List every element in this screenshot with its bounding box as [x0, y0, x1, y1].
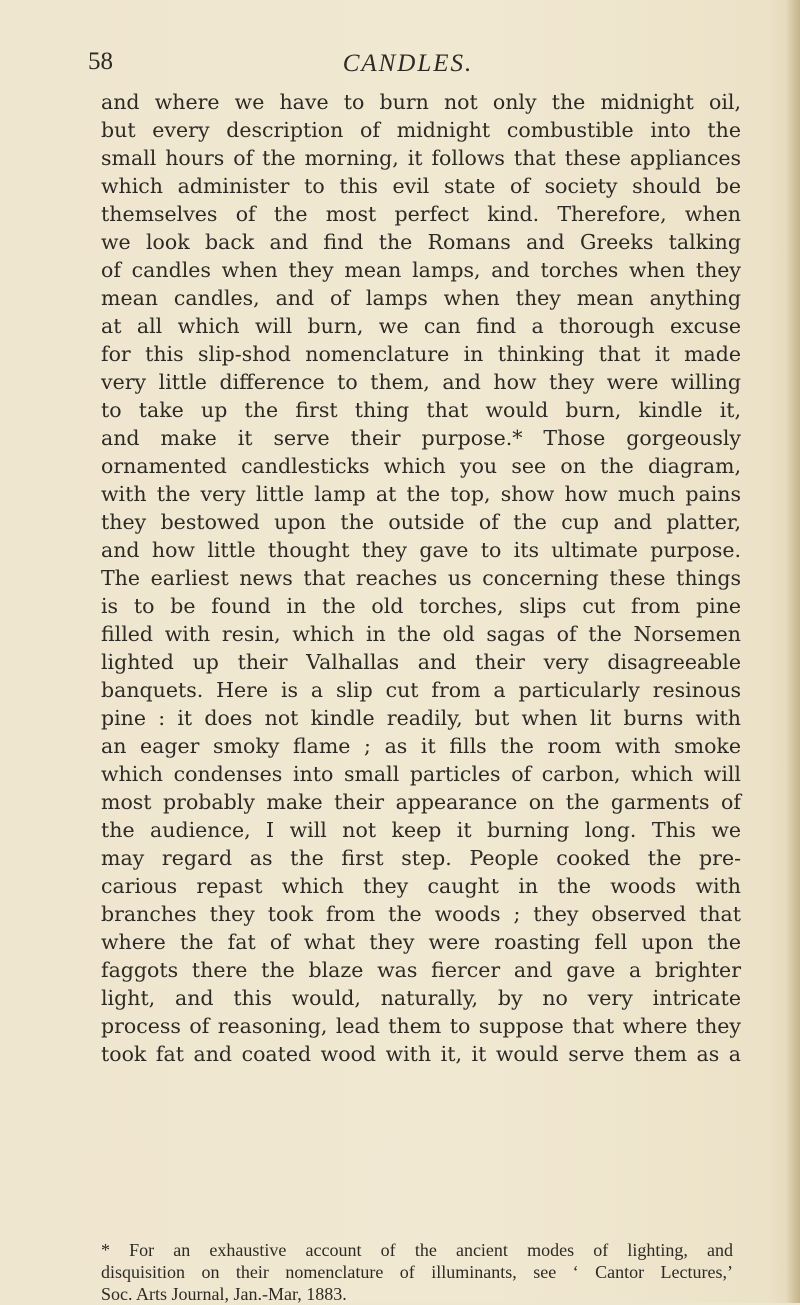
- body-line: with the very little lamp at the top, show how much pains: [101, 482, 741, 506]
- footnote-line: * For an exhaustive account of the ancient modes of lighting, and: [101, 1240, 733, 1260]
- body-line: most probably make their appearance on the garments of: [101, 790, 741, 814]
- body-line: to take up the first thing that would burn, kindle it,: [101, 398, 741, 422]
- body-line: the audience, I will not keep it burning long. This we: [101, 818, 741, 842]
- body-line: branches they took from the woods ; they observed that: [101, 902, 741, 926]
- body-line: and how little thought they gave to its ultimate purpose.: [101, 538, 741, 562]
- footnote-line: Soc. Arts Journal, Jan.-Mar, 1883.: [101, 1284, 347, 1304]
- body-line: at all which will burn, we can find a thorough excuse: [101, 314, 741, 338]
- body-line: may regard as the first step. People cooked the pre-: [101, 846, 741, 870]
- body-line: and make it serve their purpose.* Those gorgeously: [101, 426, 741, 450]
- body-line: they bestowed upon the outside of the cup and platter,: [101, 510, 741, 534]
- body-line: where the fat of what they were roasting fell upon the: [101, 930, 741, 954]
- body-line: filled with resin, which in the old sagas of the Norsemen: [101, 622, 741, 646]
- body-line: and where we have to burn not only the midnight oil,: [101, 90, 741, 114]
- running-head: CANDLES.: [342, 50, 474, 77]
- body-line: light, and this would, naturally, by no very intricate: [101, 986, 741, 1010]
- page-header: [88, 38, 728, 84]
- body-line: which condenses into small particles of carbon, which will: [101, 762, 741, 786]
- body-line: faggots there the blaze was fiercer and gave a brighter: [101, 958, 741, 982]
- page-edge-shadow: [786, 0, 800, 1303]
- body-line: process of reasoning, lead them to suppose that where they: [101, 1014, 741, 1038]
- body-line: The earliest news that reaches us concerning these things: [101, 566, 741, 590]
- body-line: themselves of the most perfect kind. Therefore, when: [101, 202, 741, 226]
- page-number: 58: [88, 48, 113, 75]
- body-line: which administer to this evil state of society should be: [101, 174, 741, 198]
- body-line: for this slip-shod nomenclature in thinking that it made: [101, 342, 741, 366]
- body-line: but every description of midnight combustible into the: [101, 118, 741, 142]
- body-line: we look back and find the Romans and Greeks talking: [101, 230, 741, 254]
- body-line: carious repast which they caught in the woods with: [101, 874, 741, 898]
- body-line: ornamented candlesticks which you see on the diagram,: [101, 454, 741, 478]
- body-line: took fat and coated wood with it, it would serve them as a: [101, 1042, 741, 1066]
- body-line: banquets. Here is a slip cut from a particularly resinous: [101, 678, 741, 702]
- body-line: mean candles, and of lamps when they mean anything: [101, 286, 741, 310]
- body-line: is to be found in the old torches, slips cut from pine: [101, 594, 741, 618]
- footnote-line: disquisition on their nomenclature of illuminants, see ‘ Cantor Lectures,’: [101, 1262, 733, 1282]
- body-line: pine : it does not kindle readily, but when lit burns with: [101, 706, 741, 730]
- body-line: small hours of the morning, it follows that these appliances: [101, 146, 741, 170]
- body-line: an eager smoky flame ; as it fills the room with smoke: [101, 734, 741, 758]
- footnote: [101, 1239, 733, 1305]
- body-line: of candles when they mean lamps, and torches when they: [101, 258, 741, 282]
- body-line: lighted up their Valhallas and their very disagreeable: [101, 650, 741, 674]
- body-text: [101, 88, 741, 1068]
- body-line: very little difference to them, and how they were willing: [101, 370, 741, 394]
